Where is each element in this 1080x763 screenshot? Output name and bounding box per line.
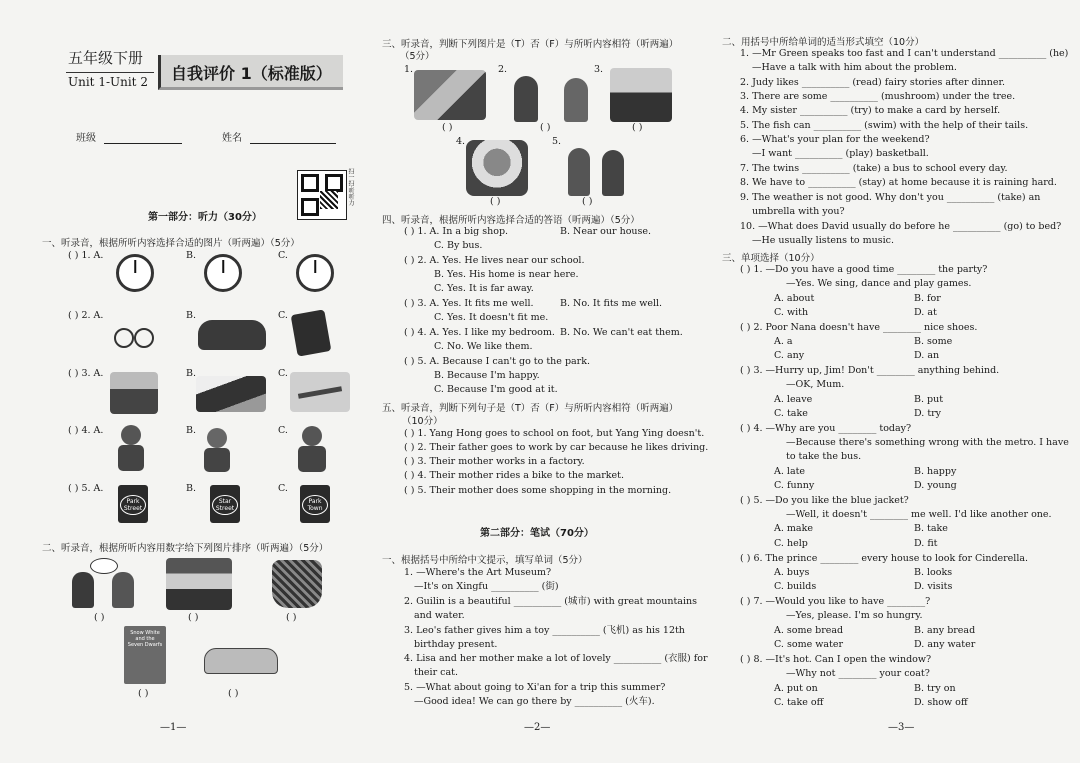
name-label: 姓名 [222,133,242,144]
option-text: C. some water [774,639,843,650]
option-text: A. make [774,523,813,534]
answer-blank[interactable]: ( ) [228,688,239,699]
question-text: —Yes. We sing, dance and play games. [786,278,972,289]
option-text: A. put on [774,683,818,694]
qr-caption: 扫一扫·听听力 [347,168,354,206]
option-text: B. No. It fits me well. [560,298,663,309]
option-text: C. help [774,538,808,549]
option-c-label: C. [278,310,288,321]
option-text: A. a [774,336,793,347]
girl-and-boy-icon[interactable] [562,140,628,196]
option-text: C. By bus. [434,240,483,251]
page-2 [362,0,718,763]
question-text: ( ) 8. —It's hot. Can I open the window? [740,654,932,665]
option-text: C. take off [774,697,824,708]
question-text: —Because there's something wrong with the metro. I have [786,437,1069,448]
bicycle-icon[interactable] [114,318,154,348]
question-text: —Why not ________ your coat? [786,668,930,679]
list-item: 3. There are some __________ (mushroom) under the tree. [740,91,1016,102]
answer-blank[interactable]: ( ) [442,122,453,133]
list-item: 1. —Where's the Art Museum? [404,567,552,578]
option-text: D. visits [914,581,953,592]
question-text: ( ) 6. The prince ________ every house to look for Cinderella. [740,553,1029,564]
option-text: A. buys [774,567,810,578]
crying-boy-icon[interactable] [204,428,230,472]
units-label: Unit 1-Unit 2 [68,75,148,89]
clock-icon[interactable] [116,254,154,292]
option-text: B. Near our house. [560,226,652,237]
list-item: 3. Leo's father gives him a toy __________ (飞机) as his 12th [404,625,685,636]
option-text: B. happy [914,466,957,477]
answer-blank[interactable]: ( ) [632,122,643,133]
writing-section-1-heading: 一、根据括号中所给中文提示，填写单词（5分） [382,555,588,566]
answer-blank[interactable]: ( ) [490,196,501,207]
option-b-label: B. [186,310,197,321]
family-cycling-icon[interactable] [466,140,528,196]
question-number: ( ) 4. A. [68,425,104,436]
option-text: B. some [914,336,953,347]
section-points: （5分） [400,51,435,62]
list-item: 2. Judy likes __________ (read) fairy stories after dinner. [740,77,1006,88]
list-item: 1. —Mr Green speaks too fast and I can't understand __________ (he) [740,48,1069,59]
question-text: ( ) 4. —Why are you ________ today? [740,423,912,434]
qr-code[interactable] [297,170,347,220]
street-sign-icon[interactable] [118,485,148,523]
shirt-icon[interactable] [291,309,332,356]
option-text: C. funny [774,480,815,491]
part2-heading: 第二部分：笔试（70分） [480,528,594,539]
writing-section-2-heading: 二、用括号中所给单词的适当形式填空（10分） [722,37,925,48]
listening-section-2-heading: 二、听录音，根据所听内容用数字给下列图片排序（听两遍）（5分） [42,543,329,554]
option-b-label: B. [186,250,197,261]
question-number: ( ) 3. A. [68,368,104,379]
answer-blank[interactable]: ( ) [188,612,199,623]
answer-blank[interactable]: ( ) [138,688,149,699]
option-text: D. fit [914,538,938,549]
part1-heading: 第一部分：听力（30分） [148,212,262,223]
list-item: ( ) 3. Their mother works in a factory. [404,456,585,467]
option-text: D. an [914,350,940,361]
sign-label: Park Street [120,495,146,515]
list-item: and water. [414,610,465,621]
list-item: —Have a talk with him about the problem. [752,62,957,73]
question-text: ( ) 7. —Would you like to have ________? [740,596,931,607]
option-text: C. Yes. It doesn't fit me. [434,312,549,323]
option-b-label: B. [186,425,197,436]
list-item: ( ) 1. Yang Hong goes to school on foot, but Yang Ying doesn't. [404,428,705,439]
list-item: ( ) 5. Their mother does some shopping in the morning. [404,485,672,496]
list-item: 7. The twins __________ (take) a bus to school every day. [740,163,1008,174]
sign-label: Star Street [212,495,238,515]
list-item: birthday present. [414,639,498,650]
option-text: A. late [774,466,806,477]
option-text: C. Because I'm good at it. [434,384,558,395]
people-talking-icon[interactable] [510,70,592,122]
list-item: —Good idea! We can go there by __________ (火车). [414,696,655,707]
city-skyline-icon[interactable] [610,68,672,122]
page-1 [0,0,360,763]
street-sign-icon[interactable] [300,485,330,523]
clock-icon[interactable] [296,254,334,292]
name-field[interactable] [250,143,336,144]
bus-stop-icon[interactable] [166,558,232,610]
question-number: ( ) 2. A. [68,310,104,321]
option-text: C. take [774,408,808,419]
question-text: ( ) 2. Poor Nana doesn't have ________ nice shoes. [740,322,978,333]
list-item: their cat. [414,667,458,678]
option-b-label: B. [186,483,197,494]
option-text: A. leave [774,394,813,405]
list-item: ( ) 4. Their mother rides a bike to the market. [404,470,625,481]
boy-icon[interactable] [298,426,326,472]
airplane-icon[interactable] [290,372,350,412]
option-text: C. No. We like them. [434,341,533,352]
question-text: —Well, it doesn't ________ me well. I'd like another one. [786,509,1052,520]
list-item: ( ) 2. Their father goes to work by car because he likes driving. [404,442,709,453]
page-title: 自我评价 1（标准版） [171,64,332,83]
option-text: C. builds [774,581,817,592]
sign-label: Park Town [302,495,328,515]
clock-icon[interactable] [204,254,242,292]
option-text: C. any [774,350,805,361]
listening-section-4-heading: 四、听录音，根据所听内容选择合适的答语（听两遍）（5分） [382,215,640,226]
option-c-label: C. [278,368,288,379]
question-text: to take the bus. [786,451,862,462]
picture-number: 2. [498,64,508,75]
option-text: B. Because I'm happy. [434,370,540,381]
ship-icon[interactable] [110,372,158,414]
answer-blank[interactable]: ( ) [286,612,297,623]
question-text: —OK, Mum. [786,379,845,390]
option-text: C. with [774,307,809,318]
street-traffic-icon[interactable] [414,70,486,120]
list-item: —I want __________ (play) basketball. [752,148,929,159]
basket-icon[interactable] [272,560,322,608]
page-number: —1— [160,722,187,733]
option-text: B. for [914,293,941,304]
option-text: D. show off [914,697,968,708]
option-c-label: C. [278,425,288,436]
list-item: —He usually listens to music. [752,235,895,246]
question-text: ( ) 5. A. Because I can't go to the park. [404,356,591,367]
storybook-icon[interactable] [124,626,166,684]
option-text: D. any water [914,639,976,650]
option-text: B. take [914,523,948,534]
list-item: 2. Guilin is a beautiful __________ (城市) with great mountains [404,596,697,607]
class-field[interactable] [104,143,182,144]
listening-section-1-heading: 一、听录音，根据所听内容选择合适的图片（听两遍）（5分） [42,238,300,249]
option-c-label: C. [278,250,288,261]
title-banner [158,55,343,90]
option-text: B. try on [914,683,956,694]
answer-blank[interactable]: ( ) [582,196,593,207]
list-item: 4. My sister __________ (try) to make a card by herself. [740,105,1001,116]
list-item: 6. —What's your plan for the weekend? [740,134,930,145]
answer-blank[interactable]: ( ) [540,122,551,133]
question-text: ( ) 3. —Hurry up, Jim! Don't ________ anything behind. [740,365,1000,376]
page-3 [718,0,1080,763]
option-text: C. Yes. It is far away. [434,283,534,294]
option-text: B. any bread [914,625,976,636]
option-text: A. some bread [774,625,844,636]
question-text: ( ) 2. A. Yes. He lives near our school. [404,255,585,266]
question-text: —Yes, please. I'm so hungry. [786,610,923,621]
option-text: D. at [914,307,937,318]
sick-boy-icon[interactable] [118,425,144,471]
list-item: 4. Lisa and her mother make a lot of lovely __________ (衣服) for [404,653,708,664]
list-item: 9. The weather is not good. Why don't you __________ (take) an [740,192,1041,203]
picture-number: 5. [552,136,562,147]
question-text: ( ) 3. A. Yes. It fits me well. [404,298,534,309]
question-text: ( ) 4. A. Yes. I like my bedroom. [404,327,555,338]
taxi-icon[interactable] [204,648,278,674]
page-number: —2— [524,722,551,733]
grade-label: 五年级下册 [68,49,144,67]
option-c-label: C. [278,483,288,494]
picture-number: 1. [404,64,414,75]
option-text: D. young [914,480,957,491]
option-text: B. looks [914,567,953,578]
list-item: 8. We have to __________ (stay) at home because it is raining hard. [740,177,1057,188]
list-item: —It's on Xingfu __________ (街) [414,581,559,592]
page-number: —3— [888,722,915,733]
option-text: B. No. We can't eat them. [560,327,683,338]
question-text: ( ) 1. —Do you have a good time ________ the party? [740,264,988,275]
listening-section-5-heading: 五、听录音，判断下列句子是（T）否（F）与所听内容相符（听两遍） [382,403,679,414]
train-icon[interactable] [196,376,266,412]
listening-section-3-heading: 三、听录音，判断下列图片是（T）否（F）与所听内容相符（听两遍） [382,39,679,50]
answer-blank[interactable]: ( ) [94,612,105,623]
class-label: 班级 [76,133,96,144]
question-text: ( ) 5. —Do you like the blue jacket? [740,495,909,506]
option-text: D. try [914,408,942,419]
question-number: ( ) 5. A. [68,483,104,494]
list-item: umbrella with you? [752,206,845,217]
list-item: 5. —What about going to Xi'an for a trip this summer? [404,682,666,693]
option-text: B. Yes. His home is near here. [434,269,579,280]
list-item: 5. The fish can __________ (swim) with the help of their tails. [740,120,1029,131]
section-points: （10分） [402,416,443,427]
book-title: Snow White and the Seven Dwarfs [127,630,163,648]
picture-number: 3. [594,64,604,75]
option-text: B. put [914,394,944,405]
picture-number: 4. [456,136,466,147]
question-number: ( ) 1. A. [68,250,104,261]
writing-section-3-heading: 三、单项选择（10分） [722,253,820,264]
option-text: A. about [774,293,815,304]
option-b-label: B. [186,368,197,379]
grade-divider [66,72,154,73]
talking-boys-icon[interactable] [66,558,140,608]
question-text: ( ) 1. A. In a big shop. [404,226,509,237]
street-sign-icon[interactable] [210,485,240,523]
car-icon[interactable] [198,320,266,350]
list-item: 10. —What does David usually do before he __________ (go) to bed? [740,221,1062,232]
